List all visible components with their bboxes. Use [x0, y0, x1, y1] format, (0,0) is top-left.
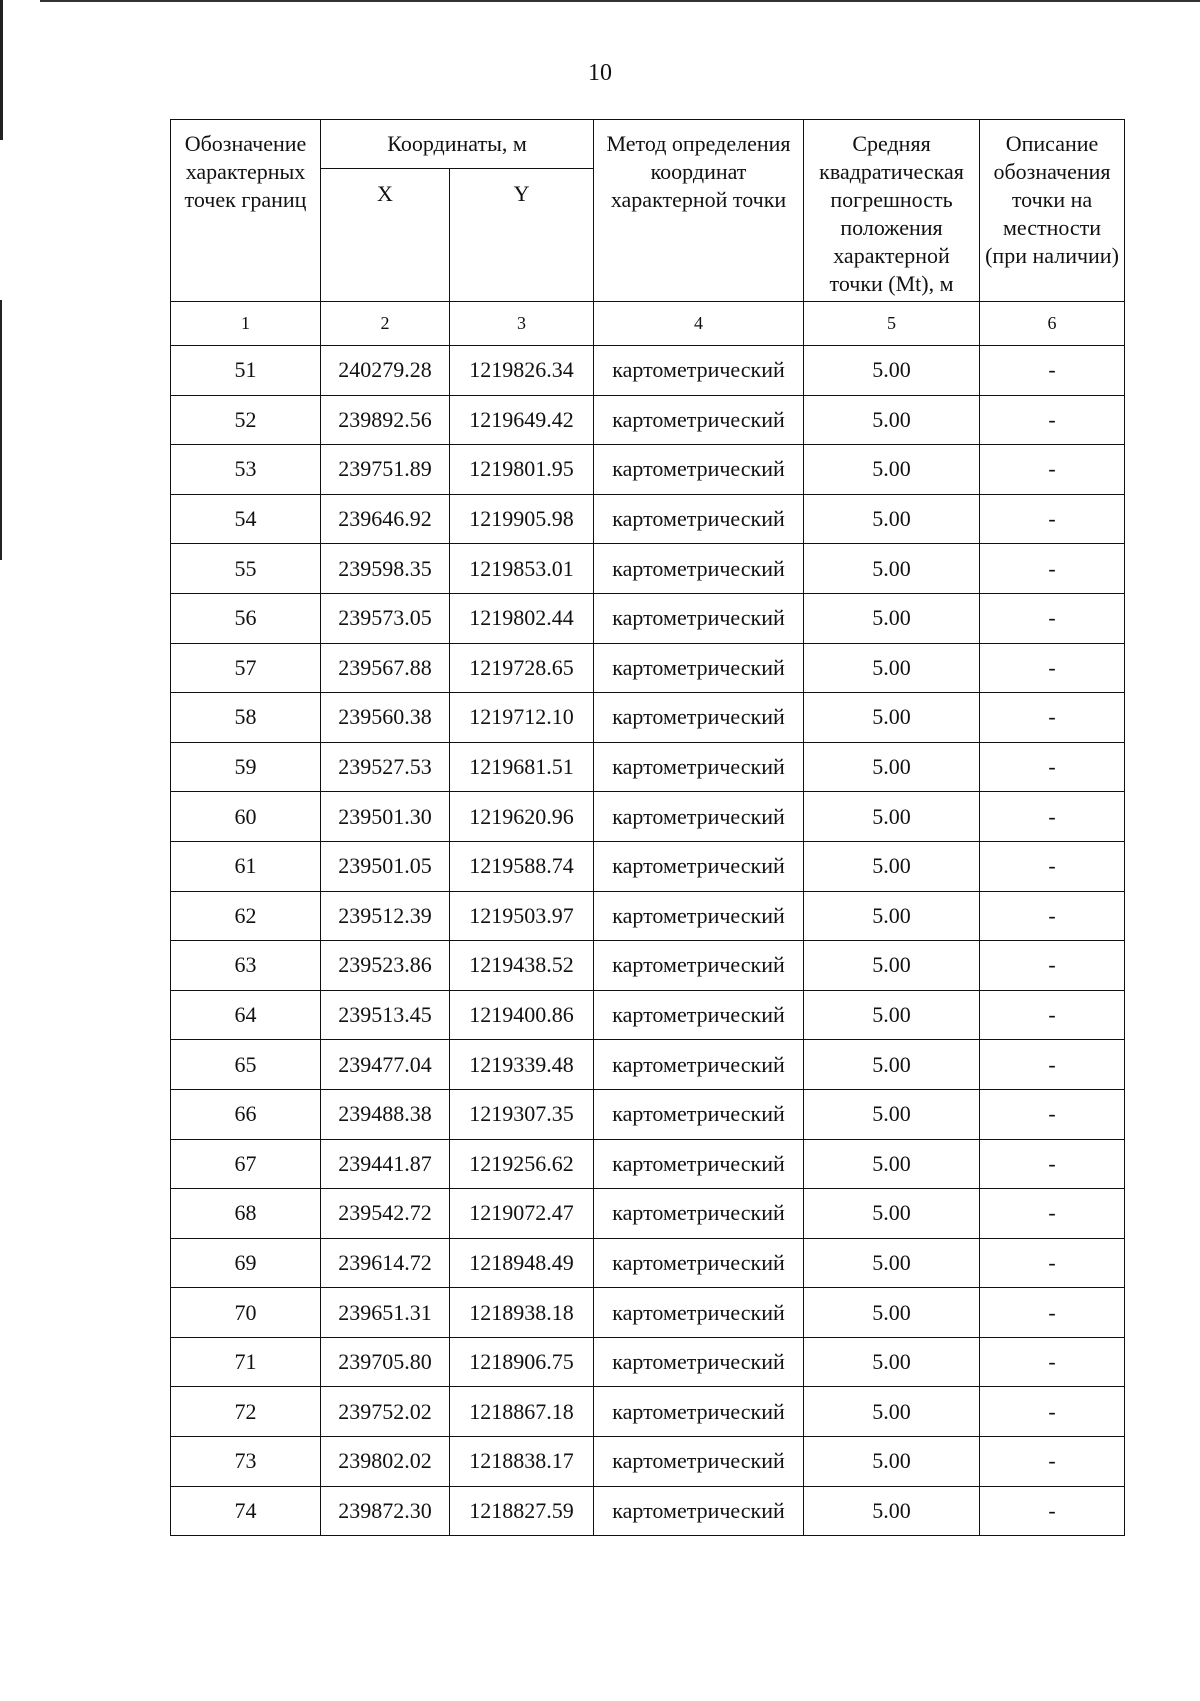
- table-row: [171, 1040, 1125, 1090]
- cell-x-coordinate: 239892.56: [321, 395, 450, 445]
- cell-point-number: 70: [171, 1288, 321, 1338]
- page-number: 10: [588, 60, 612, 86]
- cell-error: 5.00: [804, 445, 980, 495]
- page-left-edge-mark: [0, 300, 2, 560]
- cell-y-coordinate: 1219905.98: [450, 494, 594, 544]
- table-row: [171, 941, 1125, 991]
- cell-point-number: 72: [171, 1387, 321, 1437]
- cell-x-coordinate: 239614.72: [321, 1238, 450, 1288]
- cell-method: картометрический: [594, 941, 804, 991]
- cell-description: -: [980, 693, 1125, 743]
- cell-x-coordinate: 239752.02: [321, 1387, 450, 1437]
- cell-x-coordinate: 239598.35: [321, 544, 450, 594]
- cell-y-coordinate: 1219588.74: [450, 841, 594, 891]
- cell-x-coordinate: 239646.92: [321, 494, 450, 544]
- cell-y-coordinate: 1219681.51: [450, 742, 594, 792]
- cell-method: картометрический: [594, 593, 804, 643]
- cell-x-coordinate: 239441.87: [321, 1139, 450, 1189]
- cell-point-number: 53: [171, 445, 321, 495]
- cell-error: 5.00: [804, 1387, 980, 1437]
- cell-y-coordinate: 1218948.49: [450, 1238, 594, 1288]
- cell-description: -: [980, 1089, 1125, 1139]
- cell-y-coordinate: 1218867.18: [450, 1387, 594, 1437]
- header-point-designation: Обозначение характерных точек границ: [171, 120, 321, 302]
- cell-point-number: 64: [171, 990, 321, 1040]
- cell-x-coordinate: 240279.28: [321, 346, 450, 396]
- cell-method: картометрический: [594, 990, 804, 1040]
- cell-method: картометрический: [594, 1486, 804, 1536]
- cell-description: -: [980, 1238, 1125, 1288]
- cell-y-coordinate: 1218938.18: [450, 1288, 594, 1338]
- cell-error: 5.00: [804, 891, 980, 941]
- cell-error: 5.00: [804, 1337, 980, 1387]
- cell-x-coordinate: 239501.05: [321, 841, 450, 891]
- cell-method: картометрический: [594, 1387, 804, 1437]
- header-method: Метод определения координат характерной точки: [594, 120, 804, 302]
- table-row: [171, 643, 1125, 693]
- cell-x-coordinate: 239527.53: [321, 742, 450, 792]
- cell-error: 5.00: [804, 1288, 980, 1338]
- cell-x-coordinate: 239751.89: [321, 445, 450, 495]
- cell-x-coordinate: 239512.39: [321, 891, 450, 941]
- table-row: [171, 1486, 1125, 1536]
- cell-point-number: 66: [171, 1089, 321, 1139]
- header-coordinates: Координаты, м: [321, 120, 594, 169]
- cell-method: картометрический: [594, 395, 804, 445]
- cell-method: картометрический: [594, 1139, 804, 1189]
- table-row: [171, 1189, 1125, 1239]
- cell-error: 5.00: [804, 941, 980, 991]
- cell-method: картометрический: [594, 1238, 804, 1288]
- table-body: [171, 346, 1125, 1536]
- cell-y-coordinate: 1218906.75: [450, 1337, 594, 1387]
- table-row: [171, 544, 1125, 594]
- cell-x-coordinate: 239477.04: [321, 1040, 450, 1090]
- cell-point-number: 56: [171, 593, 321, 643]
- cell-x-coordinate: 239802.02: [321, 1437, 450, 1487]
- cell-description: -: [980, 990, 1125, 1040]
- cell-method: картометрический: [594, 643, 804, 693]
- cell-x-coordinate: 239560.38: [321, 693, 450, 743]
- cell-description: -: [980, 1337, 1125, 1387]
- column-number: 2: [321, 302, 450, 346]
- cell-error: 5.00: [804, 1139, 980, 1189]
- cell-y-coordinate: 1219256.62: [450, 1139, 594, 1189]
- table-row: [171, 693, 1125, 743]
- cell-error: 5.00: [804, 494, 980, 544]
- cell-description: -: [980, 891, 1125, 941]
- column-number: 6: [980, 302, 1125, 346]
- cell-error: 5.00: [804, 1437, 980, 1487]
- cell-description: -: [980, 742, 1125, 792]
- table-row: [171, 841, 1125, 891]
- cell-error: 5.00: [804, 346, 980, 396]
- cell-y-coordinate: 1219438.52: [450, 941, 594, 991]
- column-number: 3: [450, 302, 594, 346]
- cell-x-coordinate: 239501.30: [321, 792, 450, 842]
- cell-method: картометрический: [594, 841, 804, 891]
- cell-description: -: [980, 1139, 1125, 1189]
- cell-error: 5.00: [804, 693, 980, 743]
- cell-y-coordinate: 1219649.42: [450, 395, 594, 445]
- cell-point-number: 61: [171, 841, 321, 891]
- header-mean-square-error: Средняя квадратическая погрешность положения характерной точки (Mt), м: [804, 120, 980, 302]
- cell-point-number: 57: [171, 643, 321, 693]
- cell-method: картометрический: [594, 1089, 804, 1139]
- cell-method: картометрический: [594, 742, 804, 792]
- cell-point-number: 73: [171, 1437, 321, 1487]
- column-number: 4: [594, 302, 804, 346]
- cell-y-coordinate: 1218838.17: [450, 1437, 594, 1487]
- boundary-points-table: [170, 119, 1125, 1536]
- cell-description: -: [980, 643, 1125, 693]
- cell-point-number: 52: [171, 395, 321, 445]
- table-row: [171, 593, 1125, 643]
- cell-point-number: 62: [171, 891, 321, 941]
- cell-method: картометрический: [594, 544, 804, 594]
- cell-method: картометрический: [594, 693, 804, 743]
- cell-description: -: [980, 1040, 1125, 1090]
- cell-point-number: 58: [171, 693, 321, 743]
- cell-y-coordinate: 1218827.59: [450, 1486, 594, 1536]
- cell-description: -: [980, 494, 1125, 544]
- cell-description: -: [980, 395, 1125, 445]
- cell-error: 5.00: [804, 742, 980, 792]
- column-number: 5: [804, 302, 980, 346]
- cell-method: картометрический: [594, 1288, 804, 1338]
- table-row: [171, 346, 1125, 396]
- column-numbers-row: [171, 302, 1125, 346]
- cell-y-coordinate: 1219503.97: [450, 891, 594, 941]
- cell-method: картометрический: [594, 1189, 804, 1239]
- table-row: [171, 1238, 1125, 1288]
- cell-method: картометрический: [594, 445, 804, 495]
- cell-x-coordinate: 239872.30: [321, 1486, 450, 1536]
- cell-y-coordinate: 1219307.35: [450, 1089, 594, 1139]
- cell-x-coordinate: 239567.88: [321, 643, 450, 693]
- cell-point-number: 55: [171, 544, 321, 594]
- cell-y-coordinate: 1219826.34: [450, 346, 594, 396]
- cell-y-coordinate: 1219853.01: [450, 544, 594, 594]
- table-row: [171, 1387, 1125, 1437]
- cell-description: -: [980, 445, 1125, 495]
- cell-x-coordinate: 239542.72: [321, 1189, 450, 1239]
- cell-y-coordinate: 1219072.47: [450, 1189, 594, 1239]
- cell-point-number: 63: [171, 941, 321, 991]
- cell-error: 5.00: [804, 1238, 980, 1288]
- table-row: [171, 494, 1125, 544]
- header-x: X: [321, 169, 450, 302]
- cell-error: 5.00: [804, 593, 980, 643]
- cell-error: 5.00: [804, 841, 980, 891]
- cell-point-number: 69: [171, 1238, 321, 1288]
- cell-error: 5.00: [804, 1486, 980, 1536]
- cell-method: картометрический: [594, 494, 804, 544]
- cell-description: -: [980, 544, 1125, 594]
- cell-description: -: [980, 346, 1125, 396]
- table-row: [171, 990, 1125, 1040]
- cell-method: картометрический: [594, 1337, 804, 1387]
- page-top-border: [40, 0, 1200, 2]
- cell-point-number: 54: [171, 494, 321, 544]
- table-row: [171, 395, 1125, 445]
- cell-error: 5.00: [804, 792, 980, 842]
- cell-method: картометрический: [594, 792, 804, 842]
- cell-description: -: [980, 1486, 1125, 1536]
- table-row: [171, 792, 1125, 842]
- cell-y-coordinate: 1219801.95: [450, 445, 594, 495]
- cell-point-number: 59: [171, 742, 321, 792]
- cell-point-number: 65: [171, 1040, 321, 1090]
- cell-point-number: 51: [171, 346, 321, 396]
- table-row: [171, 891, 1125, 941]
- cell-method: картометрический: [594, 346, 804, 396]
- table-row: [171, 1089, 1125, 1139]
- cell-error: 5.00: [804, 1040, 980, 1090]
- cell-description: -: [980, 1387, 1125, 1437]
- cell-y-coordinate: 1219339.48: [450, 1040, 594, 1090]
- cell-x-coordinate: 239573.05: [321, 593, 450, 643]
- table-row: [171, 445, 1125, 495]
- cell-point-number: 67: [171, 1139, 321, 1189]
- cell-description: -: [980, 941, 1125, 991]
- cell-x-coordinate: 239513.45: [321, 990, 450, 1040]
- cell-description: -: [980, 841, 1125, 891]
- cell-error: 5.00: [804, 1089, 980, 1139]
- table-row: [171, 1139, 1125, 1189]
- cell-error: 5.00: [804, 544, 980, 594]
- cell-method: картометрический: [594, 1437, 804, 1487]
- cell-y-coordinate: 1219802.44: [450, 593, 594, 643]
- cell-y-coordinate: 1219712.10: [450, 693, 594, 743]
- cell-x-coordinate: 239705.80: [321, 1337, 450, 1387]
- table-row: [171, 1437, 1125, 1487]
- cell-y-coordinate: 1219400.86: [450, 990, 594, 1040]
- cell-y-coordinate: 1219728.65: [450, 643, 594, 693]
- cell-error: 5.00: [804, 990, 980, 1040]
- cell-point-number: 68: [171, 1189, 321, 1239]
- cell-point-number: 71: [171, 1337, 321, 1387]
- cell-description: -: [980, 1288, 1125, 1338]
- table-row: [171, 1337, 1125, 1387]
- cell-method: картометрический: [594, 1040, 804, 1090]
- cell-error: 5.00: [804, 643, 980, 693]
- cell-x-coordinate: 239523.86: [321, 941, 450, 991]
- cell-x-coordinate: 239488.38: [321, 1089, 450, 1139]
- cell-point-number: 60: [171, 792, 321, 842]
- column-number: 1: [171, 302, 321, 346]
- cell-x-coordinate: 239651.31: [321, 1288, 450, 1338]
- cell-error: 5.00: [804, 395, 980, 445]
- cell-y-coordinate: 1219620.96: [450, 792, 594, 842]
- table-row: [171, 742, 1125, 792]
- header-point-description: Описание обозначения точки на местности (при наличии): [980, 120, 1125, 302]
- cell-error: 5.00: [804, 1189, 980, 1239]
- cell-description: -: [980, 1437, 1125, 1487]
- header-y: Y: [450, 169, 594, 302]
- cell-method: картометрический: [594, 891, 804, 941]
- cell-description: -: [980, 1189, 1125, 1239]
- cell-description: -: [980, 792, 1125, 842]
- cell-description: -: [980, 593, 1125, 643]
- table-row: [171, 1288, 1125, 1338]
- cell-point-number: 74: [171, 1486, 321, 1536]
